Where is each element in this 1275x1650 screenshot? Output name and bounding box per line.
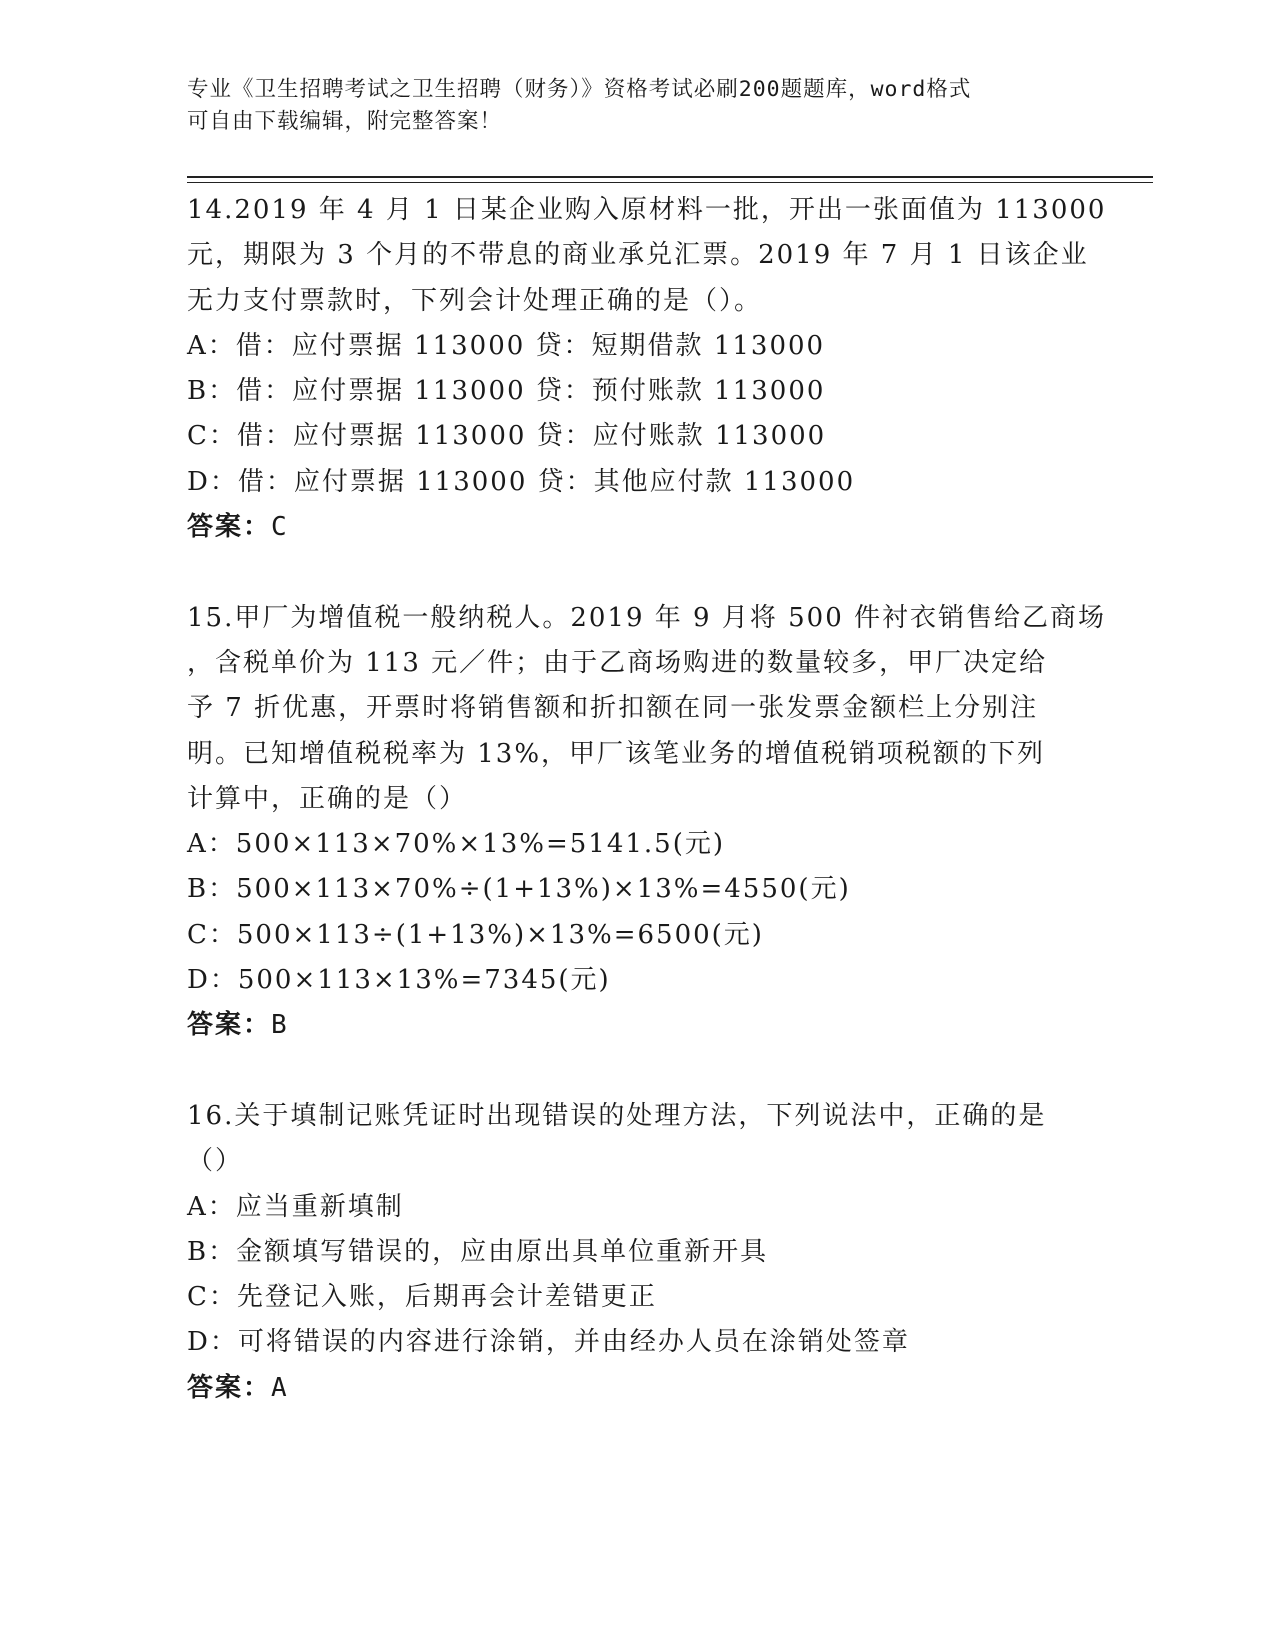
option-a: A：应当重新填制 (187, 1191, 404, 1222)
option-a: A：借：应付票据 113000 贷：短期借款 113000 (187, 330, 826, 361)
option-d: D：可将错误的内容进行涂销，并由经办人员在涂销处签章 (187, 1327, 910, 1358)
header-rule-thick (187, 176, 1153, 178)
answer (187, 1366, 1087, 1411)
option-a: A：500×113×70%×13%=5141.5(元) (187, 829, 726, 860)
question-text-line: 14.2019 年 4 月 1 日某企业购入原材料一批，开出一张面值为 113000 (187, 195, 1107, 225)
question-14 (187, 188, 1107, 550)
answer-value: A (271, 1372, 289, 1403)
option-c: C：先登记入账，后期再会计差错更正 (187, 1282, 657, 1313)
option-b: B：金额填写错误的，应由原出具单位重新开具 (187, 1236, 769, 1267)
question-text-line: 予 7 折优惠，开票时将销售额和折扣额在同一张发票金额栏上分别注 (187, 693, 1039, 724)
header-line-1: 专业《卫生招聘考试之卫生招聘（财务）》资格考试必刷200题题库，word格式 (187, 77, 972, 102)
question-text-line: 明。已知增值税税率为 13%，甲厂该笔业务的增值税销项税额的下列 (187, 738, 1046, 769)
answer (187, 1003, 1087, 1048)
question-text-line: （） (187, 1146, 244, 1177)
document-header (187, 74, 1067, 138)
answer-label: 答案： (187, 512, 272, 543)
answer-label: 答案： (187, 1372, 272, 1403)
option-c: C：500×113÷(1+13%)×13%=6500(元) (187, 919, 764, 950)
header-line-2: 可自由下载编辑，附完整答案！ (187, 109, 503, 134)
question-text-line: 元，期限为 3 个月的不带息的商业承兑汇票。2019 年 7 月 1 日该企业 (187, 240, 1089, 271)
question-16 (187, 1094, 1087, 1411)
answer-value: C (271, 512, 289, 543)
answer-label: 答案： (187, 1010, 272, 1041)
spacer (187, 550, 1087, 595)
spacer (187, 1049, 1087, 1094)
header-rule-thin (187, 182, 1153, 183)
question-15 (187, 596, 1107, 1049)
option-b: B：500×113×70%÷(1+13%)×13%=4550(元) (187, 874, 851, 905)
question-list (187, 188, 1107, 1411)
question-text-line: ，含税单价为 113 元／件；由于乙商场购进的数量较多，甲厂决定给 (187, 647, 1048, 678)
option-d: D：借：应付票据 113000 贷：其他应付款 113000 (187, 466, 856, 497)
option-c: C：借：应付票据 113000 贷：应付账款 113000 (187, 421, 827, 452)
option-b: B：借：应付票据 113000 贷：预付账款 113000 (187, 376, 826, 407)
question-text-line: 无力支付票款时，下列会计处理正确的是（）。 (187, 285, 763, 316)
answer-value: B (271, 1010, 289, 1041)
answer (187, 505, 1087, 550)
question-text-line: 计算中，正确的是（） (187, 783, 468, 814)
option-d: D：500×113×13%=7345(元) (187, 965, 611, 996)
question-text-line: 15.甲厂为增值税一般纳税人。2019 年 9 月将 500 件衬衣销售给乙商场 (187, 602, 1107, 633)
question-text-line: 16.关于填制记账凭证时出现错误的处理方法，下列说法中，正确的是 (187, 1100, 1047, 1131)
